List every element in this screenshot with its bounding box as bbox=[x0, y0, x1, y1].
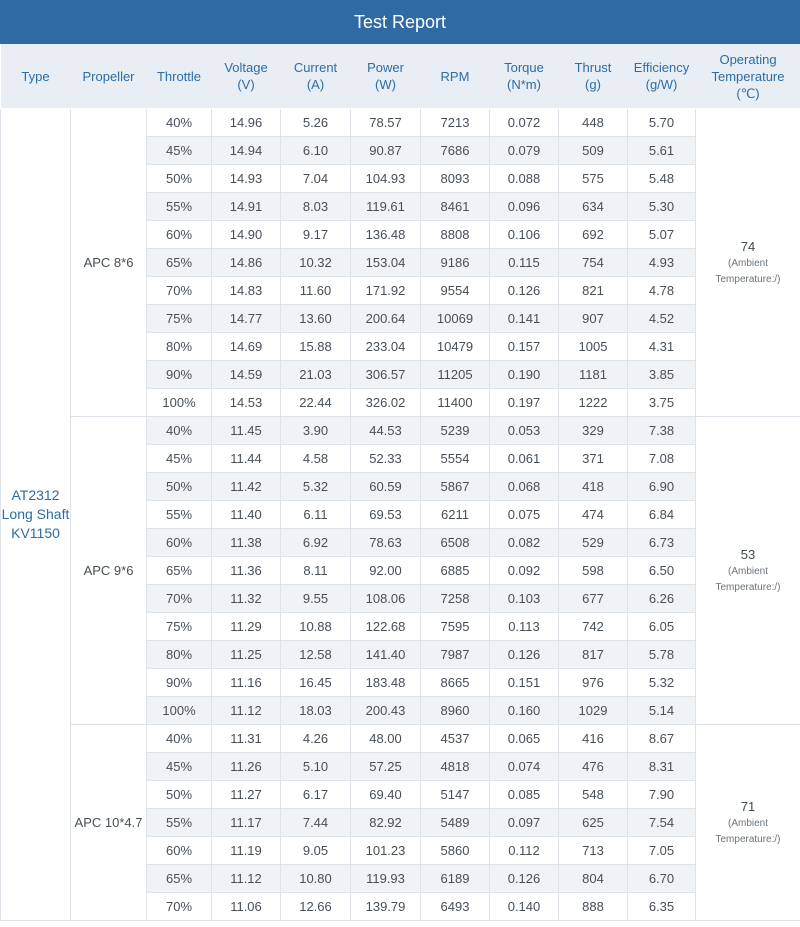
column-header-line: Operating bbox=[719, 51, 777, 67]
torque-cell: 0.106 bbox=[490, 221, 559, 249]
rpm-cell: 11205 bbox=[421, 361, 490, 389]
rpm-cell: 6211 bbox=[421, 501, 490, 529]
throttle-cell: 55% bbox=[147, 501, 212, 529]
throttle-cell: 70% bbox=[147, 277, 212, 305]
current-cell: 8.11 bbox=[281, 557, 351, 585]
voltage-cell: 11.36 bbox=[212, 557, 281, 585]
efficiency-cell: 6.26 bbox=[628, 585, 696, 613]
thrust-cell: 416 bbox=[559, 725, 628, 753]
thrust-cell: 1222 bbox=[559, 389, 628, 417]
rpm-cell: 7686 bbox=[421, 137, 490, 165]
power-cell: 69.40 bbox=[351, 781, 421, 809]
current-cell: 12.66 bbox=[281, 893, 351, 921]
efficiency-cell: 5.78 bbox=[628, 641, 696, 669]
thrust-cell: 976 bbox=[559, 669, 628, 697]
throttle-cell: 60% bbox=[147, 221, 212, 249]
efficiency-cell: 5.14 bbox=[628, 697, 696, 725]
table-body bbox=[1, 109, 800, 921]
power-cell: 141.40 bbox=[351, 641, 421, 669]
rpm-cell: 7987 bbox=[421, 641, 490, 669]
current-cell: 9.17 bbox=[281, 221, 351, 249]
torque-cell: 0.075 bbox=[490, 501, 559, 529]
voltage-cell: 11.42 bbox=[212, 473, 281, 501]
voltage-cell: 14.93 bbox=[212, 165, 281, 193]
throttle-cell: 50% bbox=[147, 781, 212, 809]
voltage-cell: 11.19 bbox=[212, 837, 281, 865]
column-header-line: (A) bbox=[306, 77, 325, 92]
efficiency-cell: 5.07 bbox=[628, 221, 696, 249]
column-header-rpm bbox=[421, 44, 490, 109]
thrust-cell: 625 bbox=[559, 809, 628, 837]
torque-cell: 0.126 bbox=[490, 277, 559, 305]
throttle-cell: 55% bbox=[147, 193, 212, 221]
thrust-cell: 371 bbox=[559, 445, 628, 473]
column-header-line: (N*m) bbox=[507, 77, 541, 92]
voltage-cell: 14.77 bbox=[212, 305, 281, 333]
torque-cell: 0.113 bbox=[490, 613, 559, 641]
voltage-cell: 11.32 bbox=[212, 585, 281, 613]
thrust-cell: 418 bbox=[559, 473, 628, 501]
efficiency-cell: 7.38 bbox=[628, 417, 696, 445]
efficiency-cell: 4.52 bbox=[628, 305, 696, 333]
voltage-cell: 11.12 bbox=[212, 865, 281, 893]
efficiency-cell: 8.31 bbox=[628, 753, 696, 781]
torque-cell: 0.160 bbox=[490, 697, 559, 725]
voltage-cell: 11.31 bbox=[212, 725, 281, 753]
table-row bbox=[1, 109, 800, 137]
torque-cell: 0.151 bbox=[490, 669, 559, 697]
efficiency-cell: 6.90 bbox=[628, 473, 696, 501]
rpm-cell: 8461 bbox=[421, 193, 490, 221]
thrust-cell: 1005 bbox=[559, 333, 628, 361]
current-cell: 7.44 bbox=[281, 809, 351, 837]
current-cell: 10.88 bbox=[281, 613, 351, 641]
column-header-thrust bbox=[559, 44, 628, 109]
current-cell: 3.90 bbox=[281, 417, 351, 445]
current-cell: 10.32 bbox=[281, 249, 351, 277]
column-header-line: (V) bbox=[237, 77, 255, 92]
current-cell: 21.03 bbox=[281, 361, 351, 389]
voltage-cell: 11.06 bbox=[212, 893, 281, 921]
voltage-cell: 11.17 bbox=[212, 809, 281, 837]
throttle-cell: 100% bbox=[147, 697, 212, 725]
torque-cell: 0.157 bbox=[490, 333, 559, 361]
test-report-table bbox=[0, 44, 800, 921]
throttle-cell: 75% bbox=[147, 613, 212, 641]
power-cell: 108.06 bbox=[351, 585, 421, 613]
column-header-current bbox=[281, 44, 351, 109]
thrust-cell: 907 bbox=[559, 305, 628, 333]
ambient-temperature-note: (Ambient bbox=[727, 817, 768, 829]
power-cell: 78.63 bbox=[351, 529, 421, 557]
rpm-cell: 9554 bbox=[421, 277, 490, 305]
column-header-throttle bbox=[147, 44, 212, 109]
throttle-cell: 70% bbox=[147, 893, 212, 921]
power-cell: 200.64 bbox=[351, 305, 421, 333]
column-header-line: (g) bbox=[585, 77, 601, 92]
thrust-cell: 529 bbox=[559, 529, 628, 557]
current-cell: 5.10 bbox=[281, 753, 351, 781]
torque-cell: 0.126 bbox=[490, 865, 559, 893]
column-header-line: Torque bbox=[504, 60, 544, 75]
page-title: Test Report bbox=[0, 0, 800, 44]
rpm-cell: 6189 bbox=[421, 865, 490, 893]
power-cell: 183.48 bbox=[351, 669, 421, 697]
throttle-cell: 90% bbox=[147, 361, 212, 389]
operating-temperature-cell bbox=[696, 725, 800, 921]
voltage-cell: 11.38 bbox=[212, 529, 281, 557]
ambient-temperature-note: (Ambient bbox=[727, 257, 768, 269]
power-cell: 326.02 bbox=[351, 389, 421, 417]
power-cell: 136.48 bbox=[351, 221, 421, 249]
throttle-cell: 80% bbox=[147, 333, 212, 361]
power-cell: 78.57 bbox=[351, 109, 421, 137]
rpm-cell: 10479 bbox=[421, 333, 490, 361]
ambient-temperature-note: Temperature:/) bbox=[715, 273, 781, 285]
thrust-cell: 754 bbox=[559, 249, 628, 277]
motor-type-cell bbox=[1, 109, 71, 921]
power-cell: 104.93 bbox=[351, 165, 421, 193]
torque-cell: 0.126 bbox=[490, 641, 559, 669]
thrust-cell: 598 bbox=[559, 557, 628, 585]
operating-temperature-cell bbox=[696, 109, 800, 417]
torque-cell: 0.065 bbox=[490, 725, 559, 753]
power-cell: 153.04 bbox=[351, 249, 421, 277]
torque-cell: 0.103 bbox=[490, 585, 559, 613]
throttle-cell: 65% bbox=[147, 557, 212, 585]
efficiency-cell: 6.84 bbox=[628, 501, 696, 529]
current-cell: 18.03 bbox=[281, 697, 351, 725]
thrust-cell: 1181 bbox=[559, 361, 628, 389]
throttle-cell: 45% bbox=[147, 137, 212, 165]
thrust-cell: 804 bbox=[559, 865, 628, 893]
voltage-cell: 14.96 bbox=[212, 109, 281, 137]
efficiency-cell: 3.75 bbox=[628, 389, 696, 417]
voltage-cell: 11.29 bbox=[212, 613, 281, 641]
column-header-line: Current bbox=[293, 60, 338, 75]
column-header-voltage bbox=[212, 44, 281, 109]
current-cell: 6.17 bbox=[281, 781, 351, 809]
torque-cell: 0.068 bbox=[490, 473, 559, 501]
torque-cell: 0.053 bbox=[490, 417, 559, 445]
column-header-power bbox=[351, 44, 421, 109]
throttle-cell: 50% bbox=[147, 165, 212, 193]
power-cell: 52.33 bbox=[351, 445, 421, 473]
throttle-cell: 45% bbox=[147, 753, 212, 781]
voltage-cell: 14.94 bbox=[212, 137, 281, 165]
current-cell: 11.60 bbox=[281, 277, 351, 305]
efficiency-cell: 5.30 bbox=[628, 193, 696, 221]
torque-cell: 0.061 bbox=[490, 445, 559, 473]
thrust-cell: 888 bbox=[559, 893, 628, 921]
power-cell: 92.00 bbox=[351, 557, 421, 585]
rpm-cell: 8093 bbox=[421, 165, 490, 193]
efficiency-cell: 6.70 bbox=[628, 865, 696, 893]
throttle-cell: 65% bbox=[147, 249, 212, 277]
voltage-cell: 11.27 bbox=[212, 781, 281, 809]
thrust-cell: 677 bbox=[559, 585, 628, 613]
table-header-row bbox=[1, 44, 800, 109]
thrust-cell: 448 bbox=[559, 109, 628, 137]
temperature-value: 71 bbox=[740, 798, 756, 814]
rpm-cell: 7213 bbox=[421, 109, 490, 137]
efficiency-cell: 5.48 bbox=[628, 165, 696, 193]
voltage-cell: 11.45 bbox=[212, 417, 281, 445]
torque-cell: 0.097 bbox=[490, 809, 559, 837]
rpm-cell: 5489 bbox=[421, 809, 490, 837]
rpm-cell: 7595 bbox=[421, 613, 490, 641]
column-header-line: Power bbox=[367, 60, 404, 75]
rpm-cell: 8960 bbox=[421, 697, 490, 725]
efficiency-cell: 4.78 bbox=[628, 277, 696, 305]
ambient-temperature-note: Temperature:/) bbox=[715, 833, 781, 845]
torque-cell: 0.082 bbox=[490, 529, 559, 557]
throttle-cell: 75% bbox=[147, 305, 212, 333]
throttle-cell: 70% bbox=[147, 585, 212, 613]
current-cell: 16.45 bbox=[281, 669, 351, 697]
column-header-operating-temperature bbox=[696, 44, 800, 109]
thrust-cell: 713 bbox=[559, 837, 628, 865]
current-cell: 10.80 bbox=[281, 865, 351, 893]
rpm-cell: 5239 bbox=[421, 417, 490, 445]
current-cell: 22.44 bbox=[281, 389, 351, 417]
voltage-cell: 14.86 bbox=[212, 249, 281, 277]
rpm-cell: 5867 bbox=[421, 473, 490, 501]
torque-cell: 0.079 bbox=[490, 137, 559, 165]
current-cell: 5.32 bbox=[281, 473, 351, 501]
motor-type-line: AT2312 bbox=[11, 487, 60, 503]
torque-cell: 0.074 bbox=[490, 753, 559, 781]
rpm-cell: 6508 bbox=[421, 529, 490, 557]
torque-cell: 0.096 bbox=[490, 193, 559, 221]
power-cell: 233.04 bbox=[351, 333, 421, 361]
throttle-cell: 60% bbox=[147, 837, 212, 865]
throttle-cell: 60% bbox=[147, 529, 212, 557]
power-cell: 119.93 bbox=[351, 865, 421, 893]
power-cell: 171.92 bbox=[351, 277, 421, 305]
torque-cell: 0.088 bbox=[490, 165, 559, 193]
thrust-cell: 548 bbox=[559, 781, 628, 809]
voltage-cell: 11.40 bbox=[212, 501, 281, 529]
torque-cell: 0.140 bbox=[490, 893, 559, 921]
current-cell: 4.26 bbox=[281, 725, 351, 753]
throttle-cell: 50% bbox=[147, 473, 212, 501]
thrust-cell: 329 bbox=[559, 417, 628, 445]
current-cell: 9.05 bbox=[281, 837, 351, 865]
rpm-cell: 5554 bbox=[421, 445, 490, 473]
current-cell: 6.92 bbox=[281, 529, 351, 557]
power-cell: 122.68 bbox=[351, 613, 421, 641]
throttle-cell: 55% bbox=[147, 809, 212, 837]
power-cell: 69.53 bbox=[351, 501, 421, 529]
column-header-efficiency bbox=[628, 44, 696, 109]
throttle-cell: 65% bbox=[147, 865, 212, 893]
torque-cell: 0.072 bbox=[490, 109, 559, 137]
thrust-cell: 634 bbox=[559, 193, 628, 221]
voltage-cell: 11.12 bbox=[212, 697, 281, 725]
throttle-cell: 40% bbox=[147, 109, 212, 137]
throttle-cell: 100% bbox=[147, 389, 212, 417]
thrust-cell: 509 bbox=[559, 137, 628, 165]
voltage-cell: 14.90 bbox=[212, 221, 281, 249]
column-header-line: Propeller bbox=[82, 68, 135, 84]
propeller-cell: APC 10*4.7 bbox=[71, 725, 147, 921]
column-header-line: (g/W) bbox=[645, 77, 678, 92]
current-cell: 6.11 bbox=[281, 501, 351, 529]
throttle-cell: 40% bbox=[147, 417, 212, 445]
column-header-torque bbox=[490, 44, 559, 109]
rpm-cell: 5860 bbox=[421, 837, 490, 865]
thrust-cell: 821 bbox=[559, 277, 628, 305]
current-cell: 13.60 bbox=[281, 305, 351, 333]
current-cell: 9.55 bbox=[281, 585, 351, 613]
torque-cell: 0.141 bbox=[490, 305, 559, 333]
table-row bbox=[1, 725, 800, 753]
throttle-cell: 90% bbox=[147, 669, 212, 697]
power-cell: 60.59 bbox=[351, 473, 421, 501]
voltage-cell: 14.91 bbox=[212, 193, 281, 221]
efficiency-cell: 3.85 bbox=[628, 361, 696, 389]
efficiency-cell: 6.73 bbox=[628, 529, 696, 557]
ambient-temperature-note: Temperature:/) bbox=[715, 581, 781, 593]
power-cell: 57.25 bbox=[351, 753, 421, 781]
rpm-cell: 10069 bbox=[421, 305, 490, 333]
efficiency-cell: 7.54 bbox=[628, 809, 696, 837]
propeller-cell: APC 8*6 bbox=[71, 109, 147, 417]
voltage-cell: 11.44 bbox=[212, 445, 281, 473]
efficiency-cell: 7.08 bbox=[628, 445, 696, 473]
voltage-cell: 14.59 bbox=[212, 361, 281, 389]
efficiency-cell: 6.50 bbox=[628, 557, 696, 585]
column-header-line: RPM bbox=[440, 68, 470, 84]
motor-type-line: Long Shaft bbox=[1, 506, 70, 522]
power-cell: 306.57 bbox=[351, 361, 421, 389]
rpm-cell: 6493 bbox=[421, 893, 490, 921]
column-header-line: Efficiency bbox=[633, 60, 690, 75]
rpm-cell: 8665 bbox=[421, 669, 490, 697]
efficiency-cell: 5.32 bbox=[628, 669, 696, 697]
temperature-value: 53 bbox=[740, 546, 756, 562]
column-header-line: Type bbox=[21, 68, 50, 84]
efficiency-cell: 6.35 bbox=[628, 893, 696, 921]
throttle-cell: 40% bbox=[147, 725, 212, 753]
operating-temperature-cell bbox=[696, 417, 800, 725]
rpm-cell: 5147 bbox=[421, 781, 490, 809]
column-header-line: (℃) bbox=[736, 85, 760, 101]
motor-type-line: KV1150 bbox=[11, 525, 60, 541]
rpm-cell: 4537 bbox=[421, 725, 490, 753]
torque-cell: 0.092 bbox=[490, 557, 559, 585]
thrust-cell: 742 bbox=[559, 613, 628, 641]
efficiency-cell: 7.90 bbox=[628, 781, 696, 809]
rpm-cell: 7258 bbox=[421, 585, 490, 613]
torque-cell: 0.112 bbox=[490, 837, 559, 865]
thrust-cell: 692 bbox=[559, 221, 628, 249]
voltage-cell: 11.16 bbox=[212, 669, 281, 697]
thrust-cell: 476 bbox=[559, 753, 628, 781]
thrust-cell: 817 bbox=[559, 641, 628, 669]
efficiency-cell: 5.61 bbox=[628, 137, 696, 165]
power-cell: 44.53 bbox=[351, 417, 421, 445]
current-cell: 15.88 bbox=[281, 333, 351, 361]
power-cell: 119.61 bbox=[351, 193, 421, 221]
current-cell: 4.58 bbox=[281, 445, 351, 473]
voltage-cell: 11.26 bbox=[212, 753, 281, 781]
efficiency-cell: 5.70 bbox=[628, 109, 696, 137]
power-cell: 139.79 bbox=[351, 893, 421, 921]
current-cell: 5.26 bbox=[281, 109, 351, 137]
power-cell: 82.92 bbox=[351, 809, 421, 837]
temperature-value: 74 bbox=[740, 238, 756, 254]
thrust-cell: 575 bbox=[559, 165, 628, 193]
power-cell: 48.00 bbox=[351, 725, 421, 753]
voltage-cell: 14.69 bbox=[212, 333, 281, 361]
torque-cell: 0.190 bbox=[490, 361, 559, 389]
efficiency-cell: 8.67 bbox=[628, 725, 696, 753]
propeller-cell: APC 9*6 bbox=[71, 417, 147, 725]
rpm-cell: 4818 bbox=[421, 753, 490, 781]
efficiency-cell: 6.05 bbox=[628, 613, 696, 641]
column-header-line: Temperature bbox=[711, 68, 785, 84]
column-header-line: Thrust bbox=[574, 60, 612, 75]
power-cell: 200.43 bbox=[351, 697, 421, 725]
column-header-line: (W) bbox=[375, 77, 396, 92]
current-cell: 12.58 bbox=[281, 641, 351, 669]
current-cell: 8.03 bbox=[281, 193, 351, 221]
throttle-cell: 80% bbox=[147, 641, 212, 669]
voltage-cell: 14.83 bbox=[212, 277, 281, 305]
current-cell: 6.10 bbox=[281, 137, 351, 165]
table-row bbox=[1, 417, 800, 445]
column-header-type bbox=[1, 44, 71, 109]
current-cell: 7.04 bbox=[281, 165, 351, 193]
column-header-line: Throttle bbox=[156, 68, 202, 84]
efficiency-cell: 4.93 bbox=[628, 249, 696, 277]
thrust-cell: 474 bbox=[559, 501, 628, 529]
efficiency-cell: 7.05 bbox=[628, 837, 696, 865]
torque-cell: 0.085 bbox=[490, 781, 559, 809]
power-cell: 90.87 bbox=[351, 137, 421, 165]
rpm-cell: 9186 bbox=[421, 249, 490, 277]
column-header-propeller bbox=[71, 44, 147, 109]
column-header-line: Voltage bbox=[224, 60, 268, 75]
voltage-cell: 14.53 bbox=[212, 389, 281, 417]
torque-cell: 0.197 bbox=[490, 389, 559, 417]
throttle-cell: 45% bbox=[147, 445, 212, 473]
ambient-temperature-note: (Ambient bbox=[727, 565, 768, 577]
power-cell: 101.23 bbox=[351, 837, 421, 865]
efficiency-cell: 4.31 bbox=[628, 333, 696, 361]
rpm-cell: 11400 bbox=[421, 389, 490, 417]
torque-cell: 0.115 bbox=[490, 249, 559, 277]
rpm-cell: 6885 bbox=[421, 557, 490, 585]
thrust-cell: 1029 bbox=[559, 697, 628, 725]
voltage-cell: 11.25 bbox=[212, 641, 281, 669]
rpm-cell: 8808 bbox=[421, 221, 490, 249]
